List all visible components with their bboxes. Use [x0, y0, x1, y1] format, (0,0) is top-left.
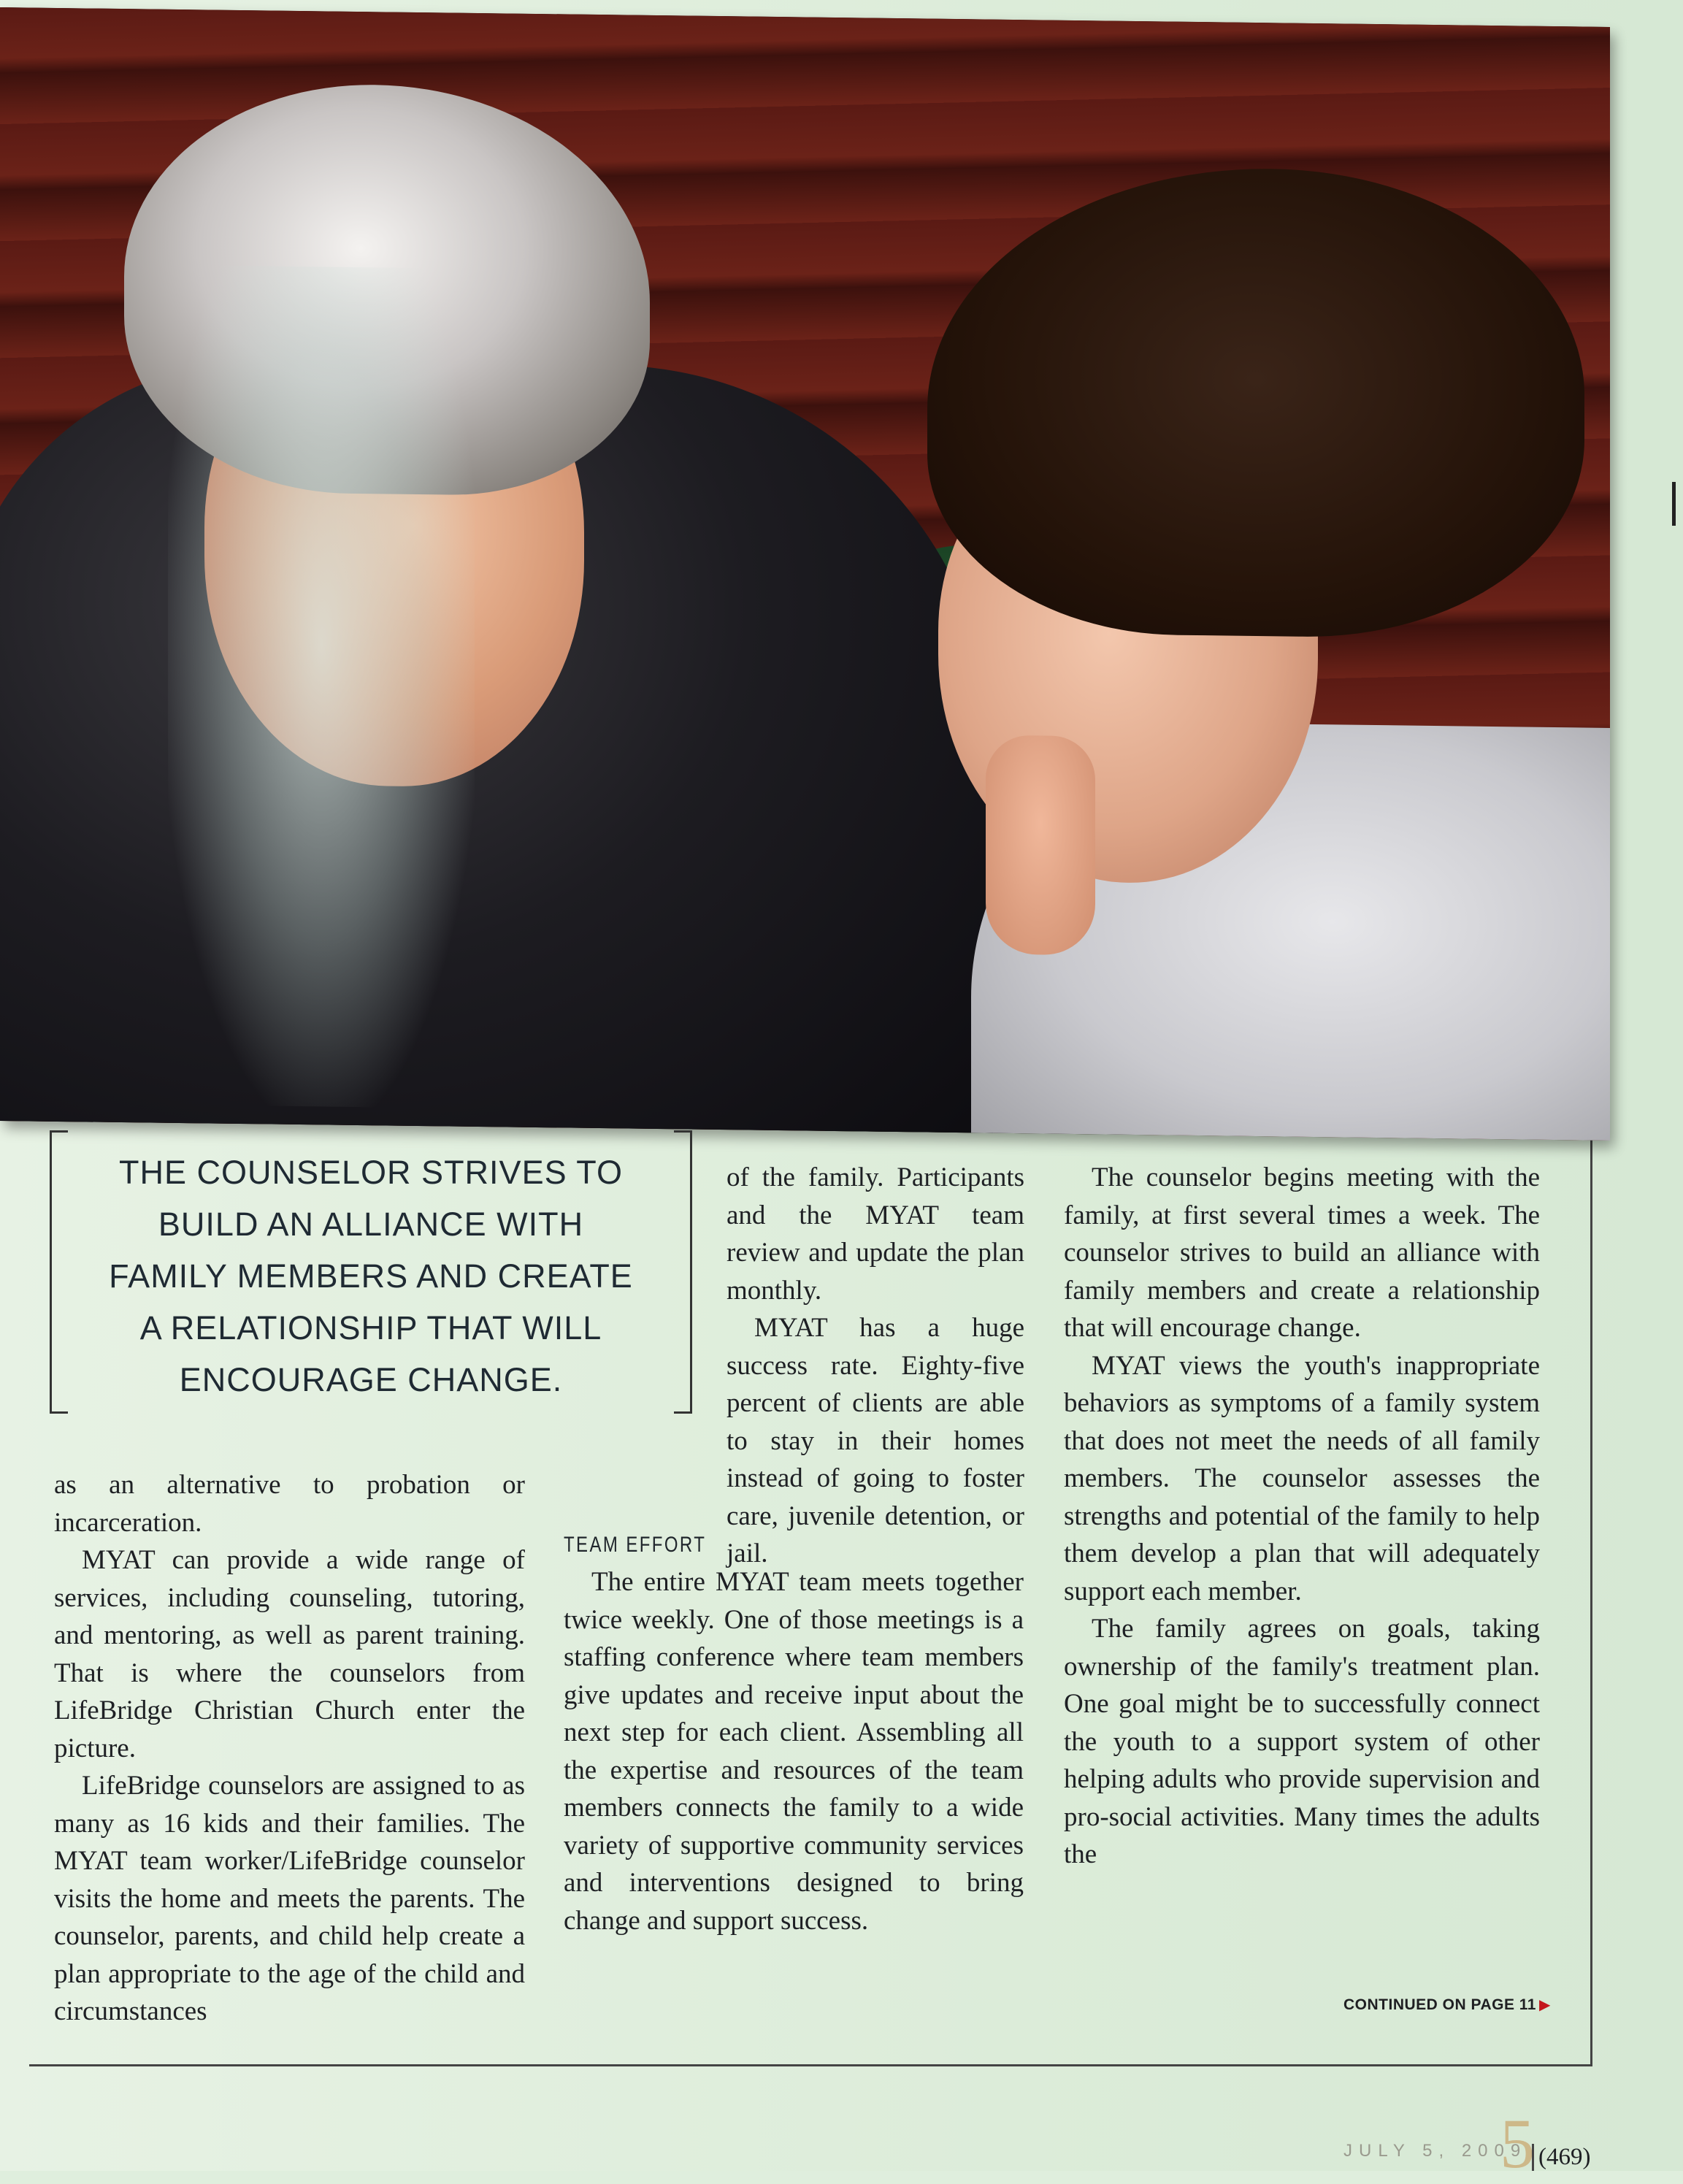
triangle-arrow-icon: ▶ — [1539, 1997, 1551, 2013]
continued-text: CONTINUED ON PAGE 11 — [1343, 1996, 1536, 2013]
body-column-2 — [564, 1446, 1024, 1939]
body-column-3 — [1064, 1159, 1540, 1874]
pull-quote-bracket-right — [674, 1130, 692, 1414]
feature-photo — [0, 7, 1610, 1141]
section-subhead: TEAM EFFORT — [564, 1533, 707, 1557]
body-paragraph: MYAT has a huge success rate. Eighty-five percent of clients are able to stay in their homes instead of going to foster care, juvenile detention, or jail. — [727, 1313, 1024, 1568]
photo-glare — [168, 265, 475, 1108]
page-edge-mark — [1672, 482, 1676, 526]
photo-youth-hand — [986, 735, 1095, 955]
body-column-1 — [54, 1466, 525, 2031]
continued-line — [1343, 1996, 1551, 2014]
body-paragraph: The entire MYAT team meets together twice weekly. One of those meetings is a staffing conference where team members give updates and receive input about the next step for each client. Assembling all the expertise and resources of the team members connects the family to a wide variety of supportive community services and interventions designed to bring change and support success. — [564, 1567, 1024, 1936]
footer-date: JULY 5, 2009 — [1343, 2141, 1527, 2161]
page-number: (469) — [1532, 2144, 1590, 2171]
body-paragraph: of the family. Participants and the MYAT team review and update the plan monthly. — [727, 1162, 1024, 1306]
body-paragraph: The family agrees on goals, taking ownership of the family's treatment plan. One goal might be to successfully connect the youth to a support system of other helping adults who provide supervision and pro-social activities. Many times the adults the — [1064, 1614, 1540, 1869]
pull-quote-bracket-left — [50, 1130, 68, 1414]
body-paragraph: MYAT can provide a wide range of services, including counseling, tutoring, and mentoring, as well as parent training. That is where the counselors from LifeBridge Christian Church enter the picture. — [54, 1545, 525, 1763]
logo-mark-icon: 5 — [1500, 2104, 1535, 2183]
body-paragraph: LifeBridge counselors are assigned to as many as 16 kids and their families. The MYAT team worker/LifeBridge counselor visits the home and meets the parents. The counselor, parents, and child help create a plan appropriate to the age of the child and circumstances — [54, 1771, 525, 2026]
body-paragraph: The counselor begins meeting with the family, at first several times a week. The counselor strives to build an alliance with family members and create a relationship that will encourage change. — [1064, 1162, 1540, 1343]
body-paragraph: as an alternative to probation or incarceration. — [54, 1470, 525, 1538]
pull-quote-text: THE COUNSELOR STRIVES TO BUILD AN ALLIANCE WITH FAMILY MEMBERS AND CREATE A RELATIONSHIP THAT WILL ENCOURAGE CHANGE. — [109, 1154, 633, 1398]
pull-quote — [50, 1130, 692, 1409]
body-paragraph: MYAT views the youth's inappropriate behaviors as symptoms of a family system that does not meet the needs of all family members. The counselor assesses the strengths and potential of the family to help them develop a plan that will adequately support each member. — [1064, 1350, 1540, 1606]
